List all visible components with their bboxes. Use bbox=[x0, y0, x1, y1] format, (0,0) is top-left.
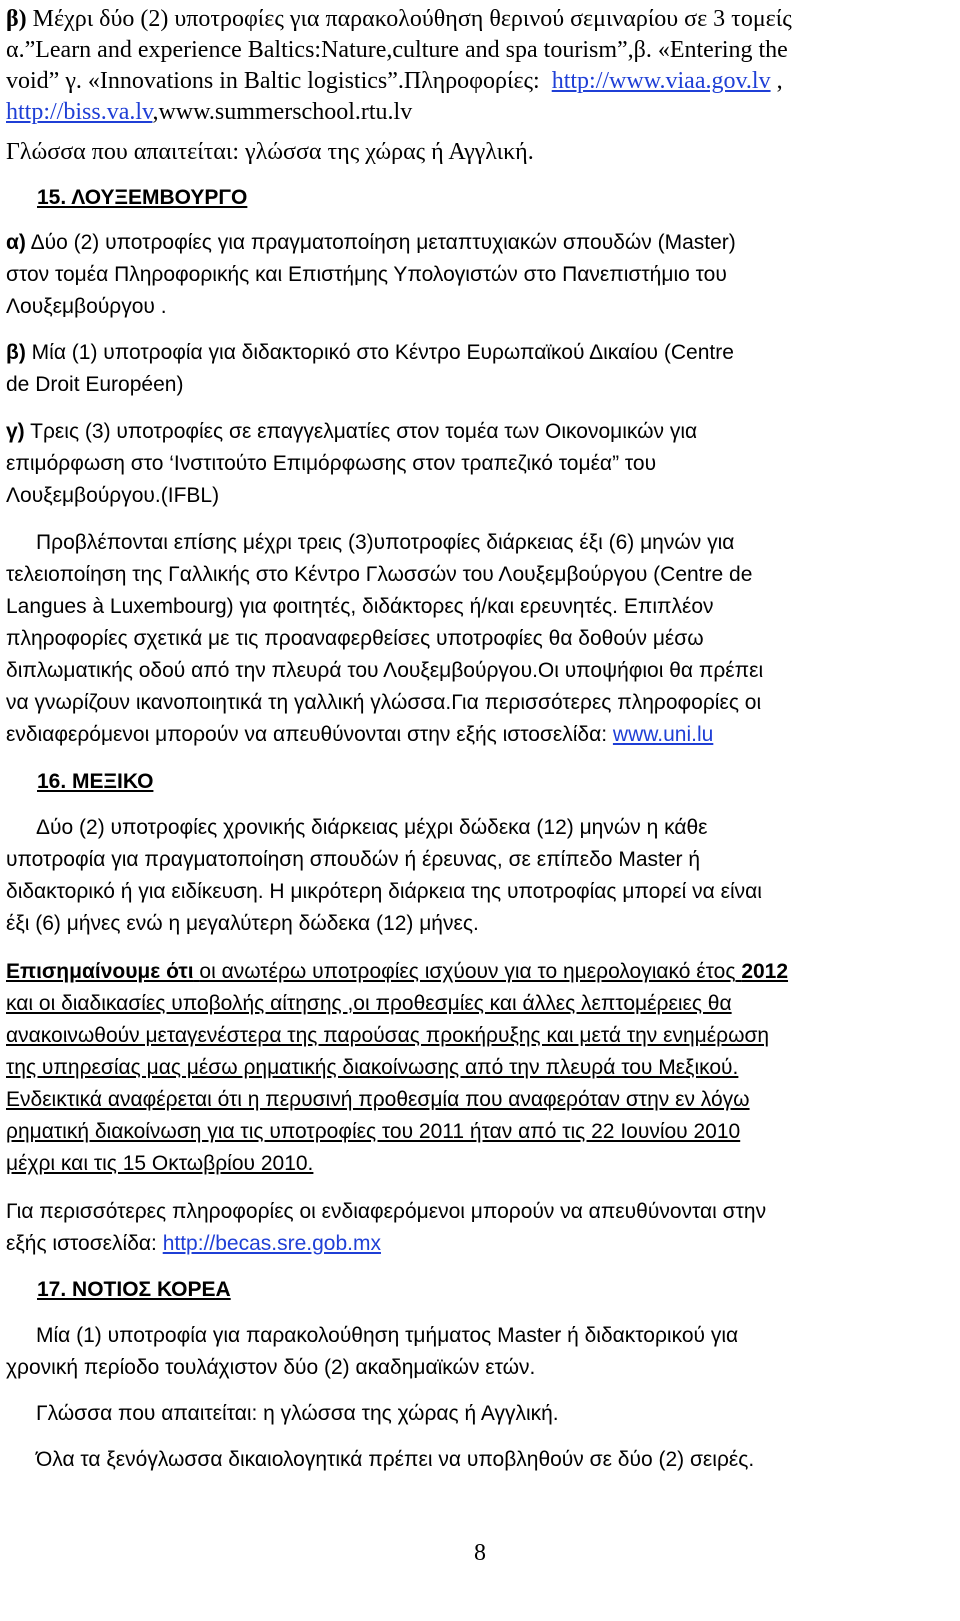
text-line bbox=[6, 35, 788, 65]
paragraph-text: ρηματική διακοίνωση για τις υποτροφίες του 2011 ήταν από τις 22 Ιουνίου 2010 bbox=[6, 1120, 741, 1143]
paragraph-text: της υπηρεσίας μας μέσω ρηματικής διακοίνωσης από την πλευρά του Μεξικού. bbox=[6, 1056, 739, 1079]
text-line bbox=[6, 1053, 738, 1083]
text-line bbox=[36, 1321, 738, 1351]
text-line bbox=[6, 592, 714, 622]
text-line bbox=[6, 1197, 766, 1227]
paragraph-text: Μία (1) υποτροφία για παρακολούθηση τμήματος Master ή διδακτορικού για bbox=[36, 1324, 739, 1347]
text-line bbox=[6, 228, 736, 258]
section-heading-south-korea: 17. ΝΟΤΙΟΣ ΚΟΡΕΑ bbox=[37, 1278, 231, 1301]
text-line bbox=[6, 370, 183, 400]
text-line bbox=[6, 1021, 769, 1051]
paragraph-text: , bbox=[776, 68, 783, 94]
paragraph-text: εξής ιστοσελίδα: bbox=[6, 1232, 157, 1255]
text-line bbox=[6, 4, 792, 34]
paragraph-text: στον τομέα Πληροφορικής και Επιστήμης Υπολογιστών στο Πανεπιστήμιο του bbox=[6, 263, 727, 286]
paragraph-text: ,www.summerschool.rtu.lv bbox=[152, 99, 413, 125]
documents-note bbox=[36, 1445, 754, 1475]
paragraph-text: α.”Learn and experience Baltics:Nature,culture and spa tourism”,β. «Entering the bbox=[6, 37, 788, 63]
item-label: γ) bbox=[6, 420, 25, 443]
text-line bbox=[6, 1229, 381, 1259]
paragraph-text: Δύο (2) υποτροφίες χρονικής διάρκειας μέχρι δώδεκα (12) μηνών η κάθε bbox=[36, 816, 708, 839]
text-line bbox=[6, 845, 700, 875]
text-line bbox=[6, 1117, 740, 1147]
section-heading-mexico: 16. ΜΕΞΙΚΟ bbox=[37, 770, 154, 793]
paragraph-text: Γλώσσα που απαιτείται: γλώσσα της χώρας ή Αγγλική. bbox=[6, 139, 534, 165]
text-line bbox=[6, 560, 752, 590]
becas-link[interactable]: http://becas.sre.gob.mx bbox=[162, 1232, 381, 1255]
text-line bbox=[36, 813, 708, 843]
text-line bbox=[6, 417, 697, 447]
item-label: α) bbox=[6, 231, 26, 254]
text-line bbox=[6, 720, 713, 750]
text-line bbox=[6, 260, 727, 290]
note-bold: Επισημαίνουμε ότι bbox=[6, 960, 194, 983]
text-line bbox=[6, 1149, 313, 1179]
text-line bbox=[6, 338, 734, 368]
text-line bbox=[6, 656, 763, 686]
paragraph-text: Λουξεμβούργου . bbox=[6, 295, 167, 318]
text-line bbox=[6, 97, 412, 127]
paragraph-text: Γλώσσα που απαιτείται: η γλώσσα της χώρας ή Αγγλική. bbox=[36, 1402, 559, 1425]
paragraph-text: χρονική περίοδο τουλάχιστον δύο (2) ακαδημαϊκών ετών. bbox=[6, 1356, 536, 1379]
text-line bbox=[6, 909, 479, 939]
text-line bbox=[6, 292, 167, 322]
paragraph-text: Όλα τα ξενόγλωσσα δικαιολογητικά πρέπει να υποβληθούν σε δύο (2) σειρές. bbox=[36, 1448, 755, 1471]
section-heading-luxembourg: 15. ΛΟΥΞΕΜΒΟΥΡΓΟ bbox=[37, 186, 248, 209]
language-requirement bbox=[36, 1399, 559, 1429]
paragraph-text: de Droit Européen) bbox=[6, 373, 184, 396]
paragraph-text: έξι (6) μήνες ενώ η μεγαλύτερη δώδεκα (12) μήνες. bbox=[6, 912, 479, 935]
note-year: 2012 bbox=[741, 960, 789, 983]
text-line bbox=[6, 1353, 535, 1383]
paragraph-text: διδακτορικό ή για ειδίκευση. Η μικρότερη διάρκεια της υποτροφίας μπορεί να είναι bbox=[6, 880, 762, 903]
item-label: β) bbox=[6, 341, 26, 364]
text-line bbox=[6, 877, 762, 907]
paragraph-text: να γνωρίζουν ικανοποιητικά τη γαλλική γλώσσα.Για περισσότερες πληροφορίες οι bbox=[6, 691, 762, 714]
text-line bbox=[6, 624, 704, 654]
paragraph-text: πληροφορίες σχετικά με τις προαναφερθείσες υποτροφίες θα δοθούν μέσω bbox=[6, 627, 704, 650]
paragraph-text: Μία (1) υποτροφία για διδακτορικό στο Κέντρο Ευρωπαϊκού Δικαίου (Centre bbox=[31, 341, 734, 364]
paragraph-text: μέχρι και τις 15 Οκτωβρίου 2010. bbox=[6, 1152, 314, 1175]
paragraph-text: Για περισσότερες πληροφορίες οι ενδιαφερόμενοι μπορούν να απευθύνονται στην bbox=[6, 1200, 767, 1223]
paragraph-text: Ενδεικτικά αναφέρεται ότι η περυσινή προθεσμία που αναφερόταν στην εν λόγω bbox=[6, 1088, 750, 1111]
biss-link[interactable]: http://biss.va.lv bbox=[6, 99, 153, 125]
text-line bbox=[6, 688, 761, 718]
text-line bbox=[6, 66, 783, 96]
text-line bbox=[6, 481, 219, 511]
paragraph-text: υποτροφία για πραγματοποίηση σπουδών ή έρευνας, σε επίπεδο Master ή bbox=[6, 848, 701, 871]
paragraph-text: διπλωματικής οδού από την πλευρά του Λουξεμβούργου.Οι υποψήφιοι θα πρέπει bbox=[6, 659, 764, 682]
text-line bbox=[6, 957, 788, 987]
paragraph-text: και οι διαδικασίες υποβολής αίτησης ,οι προθεσμίες και άλλες λεπτομέρειες θα bbox=[6, 992, 732, 1015]
viaa-link[interactable]: http://www.viaa.gov.lv bbox=[551, 68, 771, 94]
uni-lu-link[interactable]: www.uni.lu bbox=[612, 723, 714, 746]
paragraph-text: Τρεις (3) υποτροφίες σε επαγγελματίες στον τομέα των Οικονομικών για bbox=[30, 420, 698, 443]
language-requirement bbox=[6, 137, 534, 167]
paragraph-text: οι ανωτέρω υποτροφίες ισχύουν για το ημερολογιακό έτος bbox=[199, 960, 736, 983]
page-number: 8 bbox=[474, 1540, 486, 1566]
paragraph-text: ανακοινωθούν μεταγενέστερα της παρούσας προκήρυξης και μετά την ενημέρωση bbox=[6, 1024, 770, 1047]
paragraph-text: Langues à Luxembourg) για φοιτητές, διδάκτορες ή/και ερευνητές. Επιπλέον bbox=[6, 595, 714, 618]
paragraph-text: Προβλέπονται επίσης μέχρι τρεις (3)υποτροφίες διάρκειας έξι (6) μηνών για bbox=[36, 531, 735, 554]
paragraph-text: τελειοποίηση της Γαλλικής στο Κέντρο Γλωσσών του Λουξεμβούργου (Centre de bbox=[6, 563, 753, 586]
paragraph-text: Μέχρι δύο (2) υποτροφίες για παρακολούθηση θερινού σεμιναρίου σε 3 τομείς bbox=[32, 6, 792, 32]
text-line bbox=[6, 449, 656, 479]
paragraph-text: void” γ. «Innovations in Baltic logistics”.Πληροφορίες: bbox=[6, 68, 540, 94]
item-label: β) bbox=[6, 6, 27, 32]
text-line bbox=[6, 989, 732, 1019]
paragraph-text: επιμόρφωση στο ‘Ινστιτούτο Επιμόρφωσης στον τραπεζικό τομέα” του bbox=[6, 452, 657, 475]
paragraph-text: ενδιαφερόμενοι μπορούν να απευθύνονται στην εξής ιστοσελίδα: bbox=[6, 723, 608, 746]
paragraph-text: Δύο (2) υποτροφίες για πραγματοποίηση μεταπτυχιακών σπουδών (Master) bbox=[30, 231, 736, 254]
paragraph-text: Λουξεμβούργου.(IFBL) bbox=[6, 484, 220, 507]
text-line bbox=[6, 1085, 750, 1115]
text-line bbox=[36, 528, 734, 558]
